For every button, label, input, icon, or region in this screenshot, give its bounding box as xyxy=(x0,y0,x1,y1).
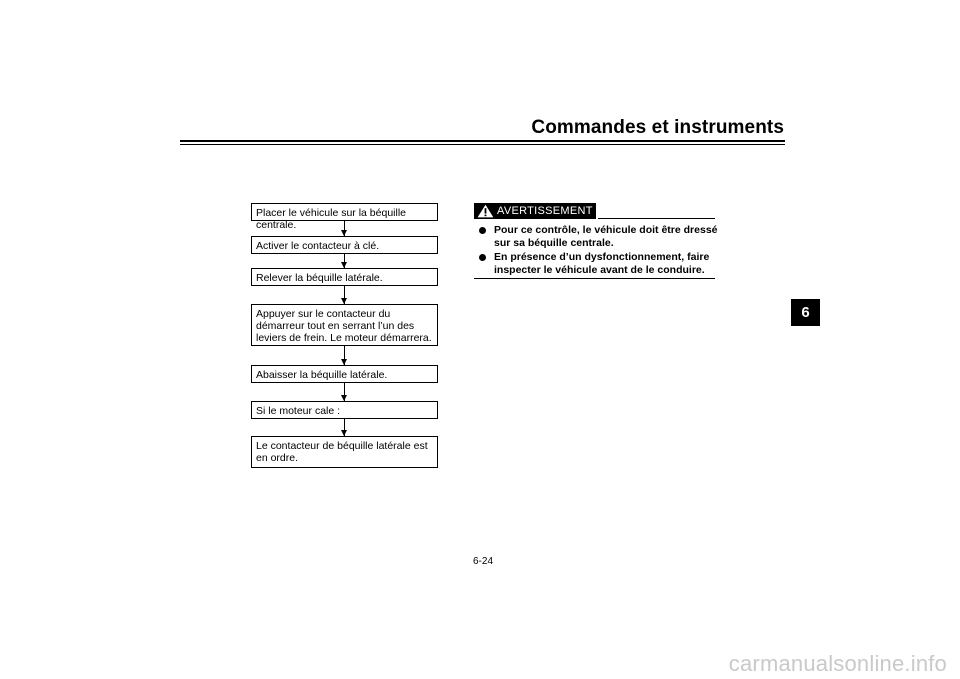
watermark: carmanualsonline.info xyxy=(728,651,947,676)
warning-label-text: AVERTISSEMENT xyxy=(497,205,593,217)
flow-arrow xyxy=(344,383,345,401)
warning-item-text: En présence d’un dysfonctionnement, faire inspecter le véhicule avant de le conduire. xyxy=(494,251,710,276)
flow-step-7: Le contacteur de béquille latérale est en ordre. xyxy=(251,436,438,468)
warning-top-rule xyxy=(598,218,715,219)
flow-step-1: Placer le véhicule sur la béquille centrale. xyxy=(251,203,438,221)
page-title: Commandes et instruments xyxy=(531,117,784,138)
bullet-icon xyxy=(479,227,486,234)
flow-step-5: Abaisser la béquille latérale. xyxy=(251,365,438,383)
flow-arrow xyxy=(344,346,345,365)
warning-label xyxy=(474,203,596,219)
flow-arrow xyxy=(344,419,345,436)
flow-step-2: Activer le contacteur à clé. xyxy=(251,236,438,254)
header-rule xyxy=(180,140,785,142)
flow-arrow xyxy=(344,254,345,268)
flow-step-3: Relever la béquille latérale. xyxy=(251,268,438,286)
flow-arrow xyxy=(344,221,345,236)
flow-arrow xyxy=(344,286,345,304)
page-number: 6-24 xyxy=(473,556,494,567)
flow-step-6: Si le moteur cale : xyxy=(251,401,438,419)
warning-triangle-icon xyxy=(477,204,494,218)
flow-step-4: Appuyer sur le contacteur du démarreur tout en serrant l’un des leviers de frein. Le moteur démarrera. xyxy=(251,304,438,346)
warning-item-text: Pour ce contrôle, le véhicule doit être dressé sur sa béquille centrale. xyxy=(494,224,718,249)
warning-list xyxy=(478,224,718,278)
bullet-icon xyxy=(479,254,486,261)
header-rule-thin xyxy=(180,144,785,145)
chapter-tab: 6 xyxy=(791,299,820,326)
warning-bottom-rule xyxy=(474,278,715,279)
warning-item xyxy=(478,251,718,276)
warning-item xyxy=(478,224,718,249)
